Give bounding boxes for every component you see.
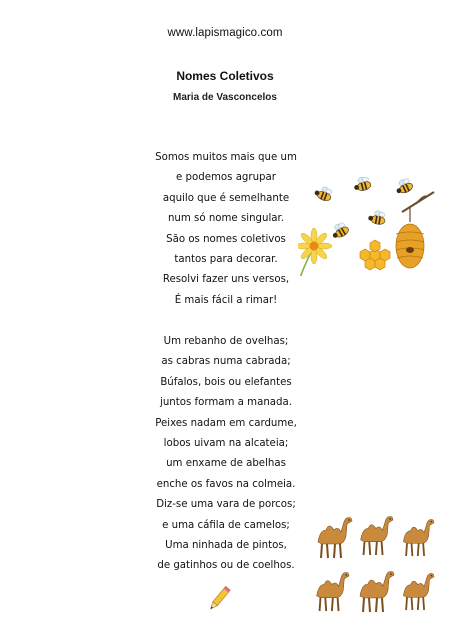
verse-line: aquilo que é semelhante	[162, 192, 290, 204]
verse-line: tantos para decorar.	[174, 254, 278, 266]
verse-line: São os nomes coletivos	[166, 233, 286, 245]
camels-illustration	[312, 512, 438, 620]
verse-line: enche os favos na colmeia.	[156, 478, 296, 490]
pencil-icon	[206, 584, 232, 614]
verse-line: É mais fácil a rimar!	[174, 294, 278, 306]
verse-line: e uma cáfila de camelos;	[162, 519, 290, 531]
verse-line: Um rebanho de ovelhas;	[163, 336, 289, 347]
verse-line: e podemos agrupar	[176, 172, 276, 184]
site-url[interactable]: www.lapismagico.com	[167, 27, 283, 39]
verse-line: um enxame de abelhas	[166, 458, 286, 470]
verse-line: juntos formam a manada.	[160, 397, 292, 409]
verse-line: lobos uivam na alcateia;	[163, 438, 289, 450]
poem-title: Nomes Coletivos	[176, 69, 274, 83]
bees-illustration	[298, 166, 438, 276]
stanza-1	[128, 148, 324, 311]
verse-line: num só nome singular.	[167, 213, 285, 225]
poem-author: Maria de Vasconcelos	[173, 92, 277, 103]
verse-line: Uma ninhada de pintos,	[165, 540, 287, 552]
verse-line: Búfalos, bois ou elefantes	[160, 376, 292, 388]
verse-line: de gatinhos ou de coelhos.	[157, 560, 295, 572]
verse-line: Peixes nadam em cardume,	[155, 417, 297, 429]
verse-line: Resolvi fazer uns versos,	[162, 274, 290, 286]
verse-line: Somos muitos mais que um	[155, 152, 297, 163]
stanza-2	[128, 332, 324, 577]
verse-line: Diz-se uma vara de porcos;	[156, 499, 296, 511]
verse-line: as cabras numa cabrada;	[161, 356, 291, 368]
